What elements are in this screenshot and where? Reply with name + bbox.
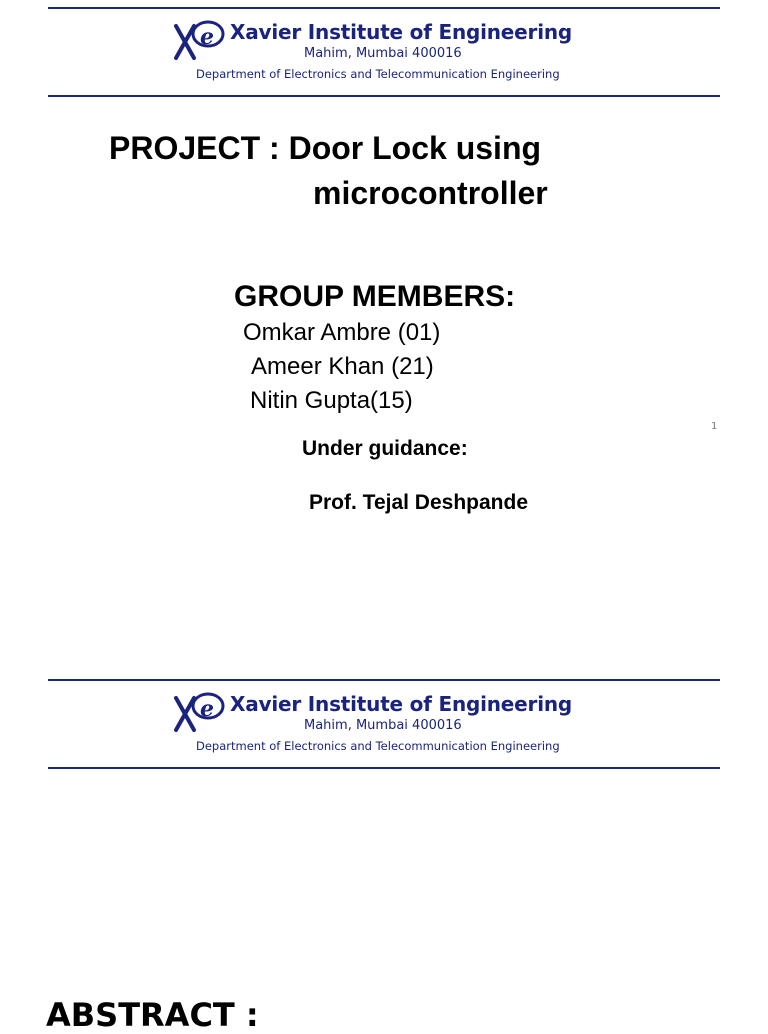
institute-name: Xavier Institute of Engineering — [230, 20, 573, 44]
svg-text:e: e — [200, 24, 214, 50]
institute-location: Mahim, Mumbai 400016 — [304, 718, 462, 733]
guidance-label: Under guidance: — [302, 437, 468, 460]
project-title-line1: PROJECT : Door Lock using — [109, 130, 542, 166]
group-members-heading: GROUP MEMBERS: — [234, 280, 516, 313]
guide-name: Prof. Tejal Deshpande — [309, 491, 528, 514]
member-name: Nitin Gupta(15) — [250, 387, 413, 414]
svg-text:e: e — [200, 696, 214, 722]
project-title-line2: microcontroller — [313, 175, 548, 211]
member-name: Ameer Khan (21) — [251, 353, 434, 380]
abstract-heading: ABSTRACT : — [46, 996, 259, 1034]
page-number: 1 — [711, 421, 718, 432]
xie-logo-icon — [172, 690, 228, 738]
institute-location: Mahim, Mumbai 400016 — [304, 46, 462, 61]
header-bottom-rule — [48, 767, 720, 769]
institute-name: Xavier Institute of Engineering — [230, 692, 573, 716]
xie-logo-icon — [172, 18, 228, 66]
department-name: Department of Electronics and Telecommunication Engineering — [196, 739, 560, 753]
institute-header — [172, 18, 572, 86]
member-name: Omkar Ambre (01) — [243, 319, 441, 346]
institute-header — [172, 690, 572, 758]
header-bottom-rule — [48, 95, 720, 97]
header-top-rule — [48, 679, 720, 681]
department-name: Department of Electronics and Telecommunication Engineering — [196, 67, 560, 81]
header-top-rule — [48, 7, 720, 9]
